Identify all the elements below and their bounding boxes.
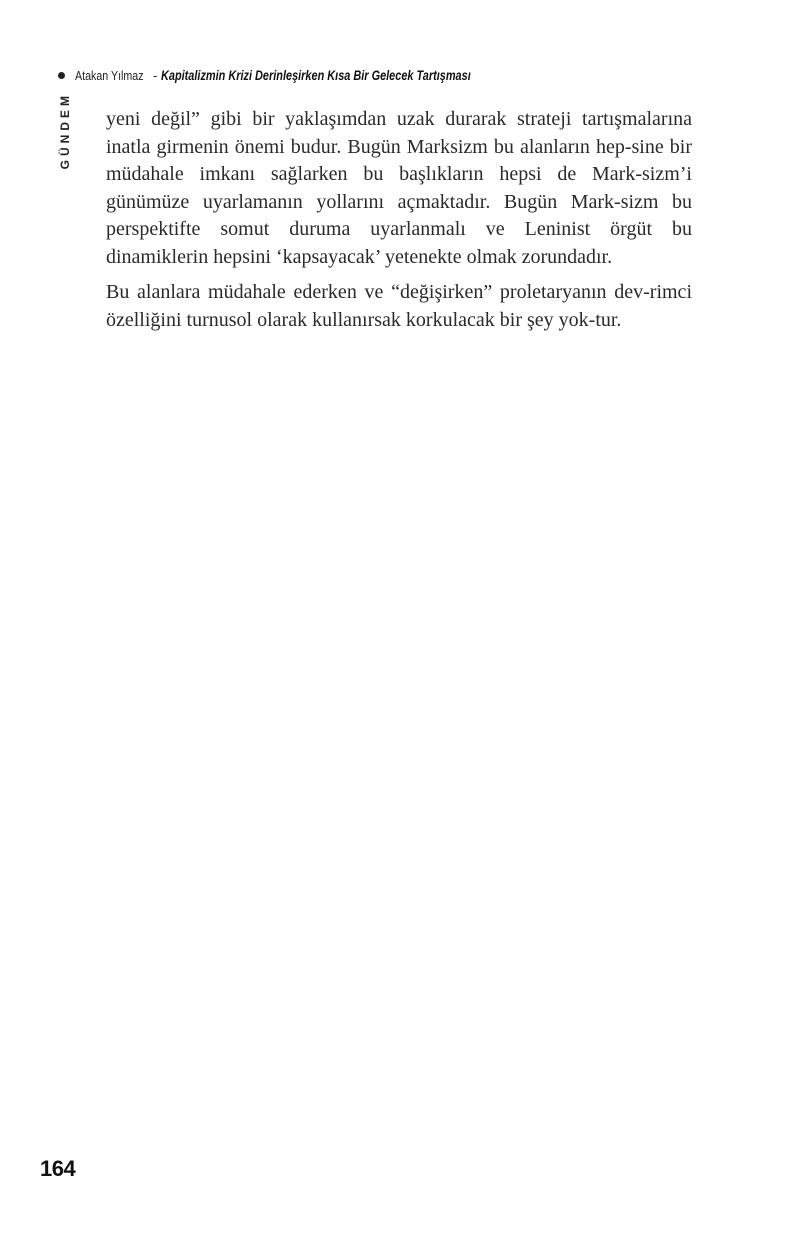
running-header [58, 64, 558, 86]
header-author: Atakan Yılmaz [75, 67, 144, 83]
header-separator: - [153, 67, 158, 83]
body-paragraph: Bu alanlara müdahale ederken ve “değişirken” proletaryanın dev-rimci özelliğini turnusol olarak kullanırsak korkulacak bir şey yok-tur. [106, 281, 692, 331]
section-label-text: GÜNDEM [58, 92, 72, 170]
body-paragraph: yeni değil” gibi bir yaklaşımdan uzak durarak strateji tartışmalarına inatla girmenin önemi budur. Bugün Marksizm bu alanların hep-sine bir müdahale imkanı sağlarken bu başlıkların hepsi de Mark-sizm’i günümüze uyarlamanın yollarını açmaktadır. Bugün Mark-sizm bu perspektifte somut duruma uyarlanmalı ve Leninist örgüt bu dinamiklerin hepsini ‘kapsayacak’ yetenekte olmak zorundadır. [106, 108, 692, 268]
body-text [106, 106, 692, 342]
page-number: 164 [40, 1156, 76, 1181]
bullet-icon [58, 72, 65, 79]
header-article-title: Kapitalizmin Krizi Derinleşirken Kısa Bir Gelecek Tartışması [161, 67, 472, 83]
section-side-label [56, 92, 74, 169]
